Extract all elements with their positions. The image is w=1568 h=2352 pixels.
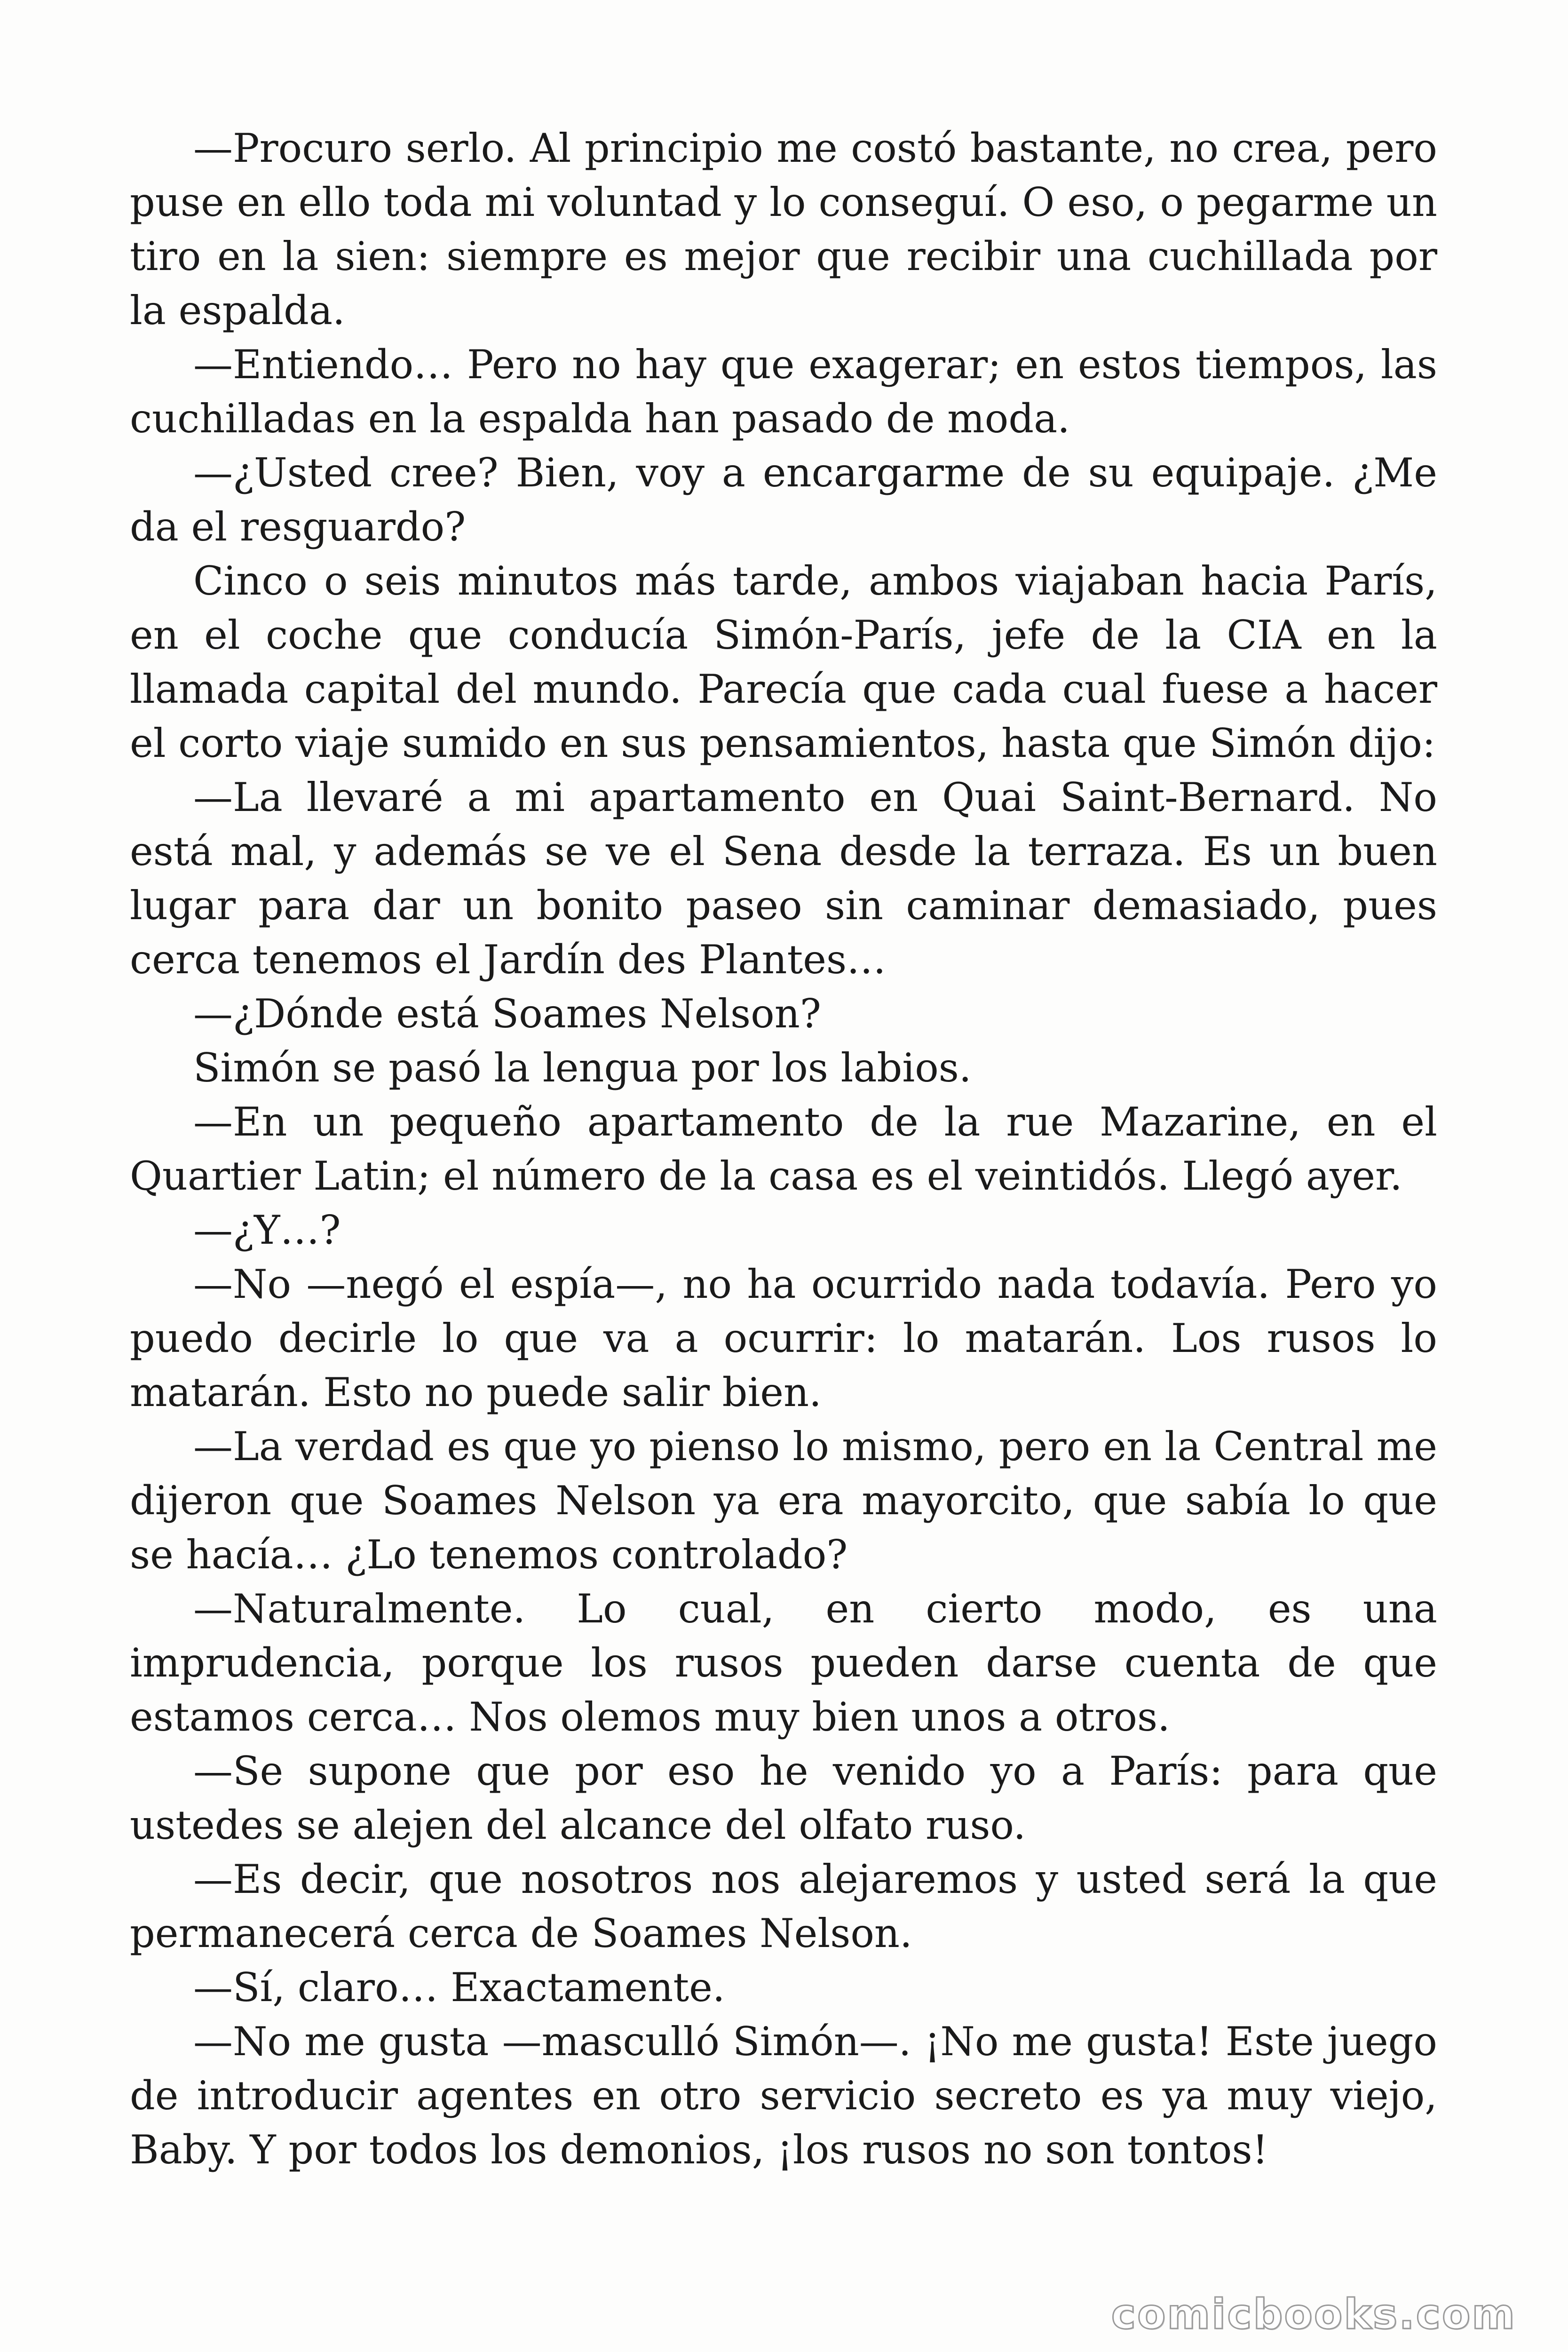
paragraph: —No —negó el espía—, no ha ocurrido nada todavía. Pero yo puedo decirle lo que va a ocurrir: lo matarán. Los rusos lo matarán. Esto no puede salir bien.	[130, 1261, 1437, 1415]
paragraph: —Sí, claro… Exactamente.	[193, 1964, 725, 2010]
paragraph: —La llevaré a mi apartamento en Quai Saint-Bernard. No está mal, y además se ve el Sena desde la terraza. Es un buen lugar para dar un bonito paseo sin caminar demasiado, pues cerca tenemos el Jardín des Plantes…	[130, 774, 1437, 983]
paragraph: —No me gusta —masculló Simón—. ¡No me gusta! Este juego de introducir agentes en otro servicio secreto es ya muy viejo, Baby. Y por todos los demonios, ¡los rusos no son tontos!	[130, 2018, 1437, 2173]
paragraph: —La verdad es que yo pienso lo mismo, pero en la Central me dijeron que Soames Nelson ya era mayorcito, que sabía lo que se hacía… ¿Lo tenemos controlado?	[130, 1423, 1437, 1578]
paragraph: —¿Y…?	[193, 1207, 341, 1253]
paragraph: Cinco o seis minutos más tarde, ambos viajaban hacia París, en el coche que conducía Simón-París, jefe de la CIA en la llamada capital del mundo. Parecía que cada cual fuese a hacer el corto viaje sumido en sus pensamientos, hasta que Simón dijo:	[130, 558, 1437, 766]
paragraph: —En un pequeño apartamento de la rue Mazarine, en el Quartier Latin; el número de la casa es el veintidós. Llegó ayer.	[130, 1099, 1437, 1199]
body-text	[130, 121, 1437, 2177]
paragraph: —Naturalmente. Lo cual, en cierto modo, es una imprudencia, porque los rusos pueden darse cuenta de que estamos cerca… Nos olemos muy bien unos a otros.	[130, 1586, 1437, 1740]
paragraph: —Se supone que por eso he venido yo a París: para que ustedes se alejen del alcance del olfato ruso.	[130, 1748, 1437, 1848]
watermark: comicbooks.com	[1111, 2290, 1516, 2338]
paragraph: —Entiendo… Pero no hay que exagerar; en estos tiempos, las cuchilladas en la espalda han pasado de moda.	[130, 342, 1437, 442]
paragraph: —¿Usted cree? Bien, voy a encargarme de su equipaje. ¿Me da el resguardo?	[130, 450, 1437, 550]
paragraph: Simón se pasó la lengua por los labios.	[193, 1045, 972, 1091]
paragraph: —Procuro serlo. Al principio me costó bastante, no crea, pero puse en ello toda mi voluntad y lo conseguí. O eso, o pegarme un tiro en la sien: siempre es mejor que recibir una cuchillada por la espalda.	[130, 125, 1437, 334]
paragraph: —¿Dónde está Soames Nelson?	[193, 991, 821, 1037]
paragraph: —Es decir, que nosotros nos alejaremos y usted será la que permanecerá cerca de Soames Nelson.	[130, 1856, 1437, 1956]
